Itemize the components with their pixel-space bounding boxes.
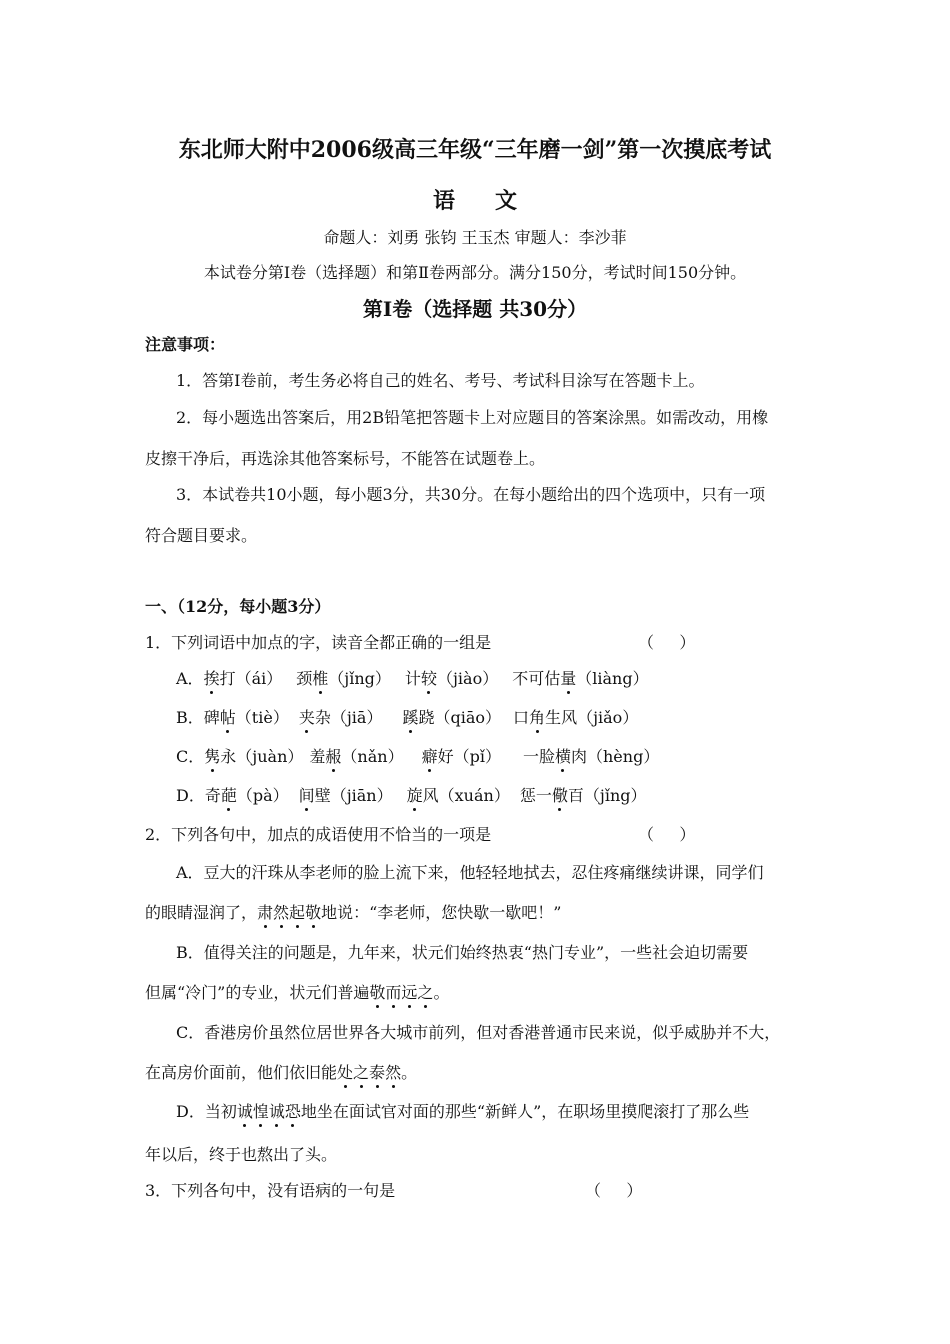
dotted-char: 诚 [236,1102,253,1121]
q1-option-d [176,786,647,806]
dotted-char: 然 [385,1063,402,1082]
notice-item-2-line-2: 皮擦干净后，再选涂其他答案标号，不能答在试题卷上。 [145,449,546,468]
word-text: 百（jǐng） [567,786,647,805]
q2-stem: 2．下列各句中，加点的成语使用不恰当的一项是 [145,825,492,844]
q2-option-d-line-2: 年以后，终于也熬出了头。 [145,1145,338,1164]
q3-stem: 3．下列各句中，没有语病的一句是 [145,1181,396,1200]
word-text: （jǐng） [328,669,391,688]
word-text: 永（juàn） [220,747,304,766]
dotted-char: 隽 [204,747,221,766]
part1-title: 第Ⅰ卷（选择题 共30分） [362,297,588,321]
exam-intro: 本试卷分第Ⅰ卷（选择题）和第Ⅱ卷两部分。满分150分，考试时间150分钟。 [203,263,747,282]
dotted-char: 间 [298,786,315,805]
sentence-text: 地说：“李老师，您快歇一歇吧！” [321,903,562,922]
q1-answer-bracket: （ ） [638,633,696,652]
word-text: 生风（jiǎo） [545,708,639,727]
notice-item-2-line-1: 2．每小题选出答案后，用2B铅笔把答题卡上对应题目的答案涂黑。如需改动，用橡 [176,408,769,427]
dotted-char: 远 [401,983,418,1002]
word-text: 不可估 [512,669,561,688]
q2-option-d-line-1 [176,1102,749,1122]
dotted-char: 癖 [421,747,438,766]
dotted-char: 处 [337,1063,354,1082]
notice-item-3-line-2: 符合题目要求。 [145,526,258,545]
dotted-char: 泰 [369,1063,386,1082]
word-text: 碑 [203,708,220,727]
q2-option-a-line-2 [145,903,561,923]
dotted-char: 然 [273,903,290,922]
q1-stem: 1．下列词语中加点的字，读音全都正确的一组是 [145,633,492,652]
word-text: （pà） [236,786,289,805]
dotted-char: 起 [289,903,306,922]
dotted-char: 蹊 [402,708,419,727]
dotted-char: 而 [385,983,402,1002]
dotted-char: 椎 [312,669,329,688]
dotted-char: 肃 [257,903,274,922]
dotted-char: 恐 [284,1102,301,1121]
q1-option-b [176,708,638,728]
dotted-char: 夹 [298,708,315,727]
dotted-idiom [337,1063,401,1082]
dotted-char: 较 [420,669,437,688]
dotted-char: 惶 [252,1102,269,1121]
dotted-idiom [237,1102,301,1121]
word-text: （jiào） [436,669,499,688]
sentence-text: 在高房价面前，他们依旧能 [145,1063,338,1082]
section-1-heading: 一、（12分，每小题3分） [145,597,331,616]
q2-option-a-line-1: A．豆大的汗珠从李老师的脸上流下来，他轻轻地拭去，忍住疼痛继续讲课，同学们 [176,863,764,882]
authors-line: 命题人：刘勇 张钧 王玉杰 审题人：李沙菲 [323,228,627,247]
notice-heading: 注意事项： [145,335,226,354]
option-label: C． [176,747,205,766]
q2-option-c-line-2 [145,1063,417,1083]
word-text: 一脸 [522,747,555,766]
option-label: D． [176,786,205,805]
dotted-idiom [369,983,433,1002]
dotted-char: 葩 [220,786,237,805]
word-text: 羞 [309,747,326,766]
sentence-text: 。 [401,1063,418,1082]
word-text: （tiè） [235,708,289,727]
dotted-idiom [257,903,321,922]
sentence-text: 的眼睛湿润了， [145,903,258,922]
dotted-char: 赧 [325,747,342,766]
sentence-text: 。 [433,983,450,1002]
dotted-char: 儆 [551,786,568,805]
notice-item-3-line-1: 3．本试卷共10小题，每小题3分，共30分。在每小题给出的四个选项中，只有一项 [176,485,766,504]
q3-answer-bracket: （ ） [585,1181,643,1200]
word-text: 好（pǐ） [437,747,501,766]
dotted-char: 角 [529,708,546,727]
word-text: 奇 [204,786,221,805]
q1-option-a [176,669,649,689]
dotted-char: 旋 [406,786,423,805]
word-text: 肉（hèng） [571,747,660,766]
dotted-char: 诚 [268,1102,285,1121]
dotted-char: 敬 [369,983,386,1002]
option-label: B． [176,708,204,727]
word-text: 风（xuán） [422,786,510,805]
dotted-char: 量 [560,669,577,688]
q2-option-c-line-1: C．香港房价虽然位居世界各大城市前列，但对香港普通市民来说，似乎威胁并不大， [176,1023,781,1042]
q2-option-b-line-2 [145,983,449,1003]
word-text: 杂（jiā） [314,708,383,727]
dotted-char: 挨 [203,669,220,688]
option-label: A． [176,669,204,688]
q2-answer-bracket: （ ） [638,825,696,844]
dotted-char: 之 [417,983,434,1002]
word-text: 跷（qiāo） [418,708,502,727]
sentence-text: 地坐在面试官对面的那些“新鲜人”，在职场里摸爬滚打了那么些 [300,1102,750,1121]
word-text: 颈 [296,669,313,688]
dotted-char: 横 [554,747,571,766]
word-text: 惩一 [519,786,552,805]
dotted-char: 帖 [219,708,236,727]
q1-option-c [176,747,659,767]
word-text: 壁（jiān） [314,786,393,805]
word-text: （liàng） [576,669,649,688]
word-text: 口 [513,708,530,727]
sentence-text: D．当初 [176,1102,237,1121]
dotted-char: 之 [353,1063,370,1082]
q2-option-b-line-1: B．值得关注的问题是，九年来，状元们始终热衷“热门专业”，一些社会迫切需要 [176,943,749,962]
notice-item-1: 1．答第Ⅰ卷前，考生务必将自己的姓名、考号、考试科目涂写在答题卡上。 [176,371,705,390]
word-text: 打（ái） [219,669,283,688]
sentence-text: 但属“冷门”的专业，状元们普遍 [145,983,370,1002]
dotted-char: 敬 [305,903,322,922]
word-text: （nǎn） [341,747,404,766]
exam-title: 东北师大附中2006级高三年级“三年磨一剑”第一次摸底考试 [178,137,772,163]
word-text: 计 [404,669,421,688]
subject-title: 语文 [432,188,557,214]
